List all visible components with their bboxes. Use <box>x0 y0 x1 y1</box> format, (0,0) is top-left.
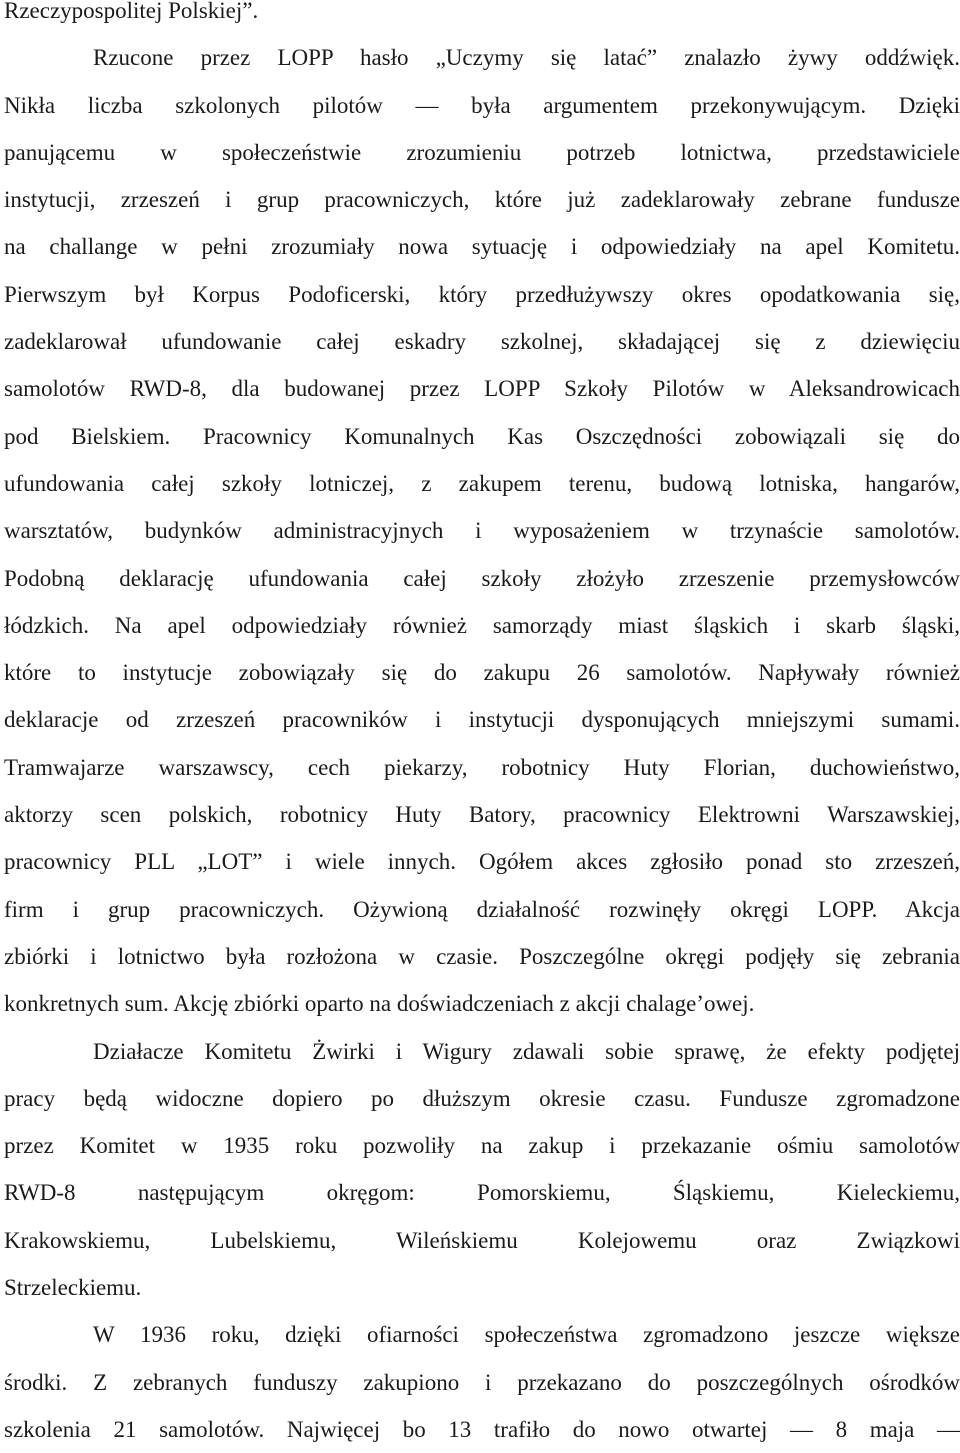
text-line: Rzucone przez LOPP hasło „Uczymy się latać” znalazło żywy oddźwięk. <box>93 45 960 71</box>
text-line: pracownicy PLL „LOT” i wiele innych. Ogółem akces zgłosiło ponad sto zrzeszeń, <box>4 849 960 875</box>
text-line: Rzeczypospolitej Polskiej”. <box>4 0 259 23</box>
text-line: łódzkich. Na apel odpowiedziały również samorządy miast śląskich i skarb śląski, <box>4 612 960 638</box>
paragraph-committee-activists <box>4 1028 960 1312</box>
text-line: szkolenia 21 samolotów. Najwięcej bo 13 trafiło do nowo otwartej — 8 maja — <box>4 1416 960 1442</box>
text-line: konkretnych sum. Akcję zbiórki oparto na doświadczeniach z akcji chalage’owej. <box>4 991 755 1017</box>
text-line: instytucji, zrzeszeń i grup pracowniczych, które już zadeklarowały zebrane fundusze <box>4 187 960 213</box>
paragraph-lopp-slogan <box>4 34 960 1027</box>
text-line: deklaracje od zrzeszeń pracowników i instytucji dysponujących mniejszymi sumami. <box>4 707 960 733</box>
text-line: Pierwszym był Korpus Podoficerski, który przedłużywszy okres opodatkowania się, <box>4 281 960 307</box>
text-line: W 1936 roku, dzięki ofiarności społeczeństwa zgromadzono jeszcze większe <box>93 1322 960 1348</box>
text-line: na challange w pełni zrozumiały nowa sytuację i odpowiedziały na apel Komitetu. <box>4 234 960 260</box>
paragraph-continuation <box>4 0 960 34</box>
text-line: pracy będą widoczne dopiero po dłuższym okresie czasu. Fundusze zgromadzone <box>4 1085 960 1111</box>
text-line: RWD-8 następującym okręgom: Pomorskiemu, Śląskiemu, Kieleckiemu, <box>4 1180 960 1206</box>
paragraph-year-1936 <box>4 1311 960 1453</box>
text-line: Podobną deklarację ufundowania całej szkoły złożyło zrzeszenie przemysłowców <box>4 565 960 591</box>
text-line: aktorzy scen polskich, robotnicy Huty Batory, pracownicy Elektrowni Warszawskiej, <box>4 802 960 828</box>
text-line: Tramwajarze warszawscy, cech piekarzy, robotnicy Huty Florian, duchowieństwo, <box>4 754 960 780</box>
text-line: panującemu w społeczeństwie zrozumieniu potrzeb lotnictwa, przedstawiciele <box>4 139 960 165</box>
text-line: zadeklarował ufundowanie całej eskadry szkolnej, składającej się z dziewięciu <box>4 329 960 355</box>
text-line: Nikła liczba szkolonych pilotów — była argumentem przekonywującym. Dzięki <box>4 92 960 118</box>
text-line: pod Bielskiem. Pracownicy Komunalnych Kas Oszczędności zobowiązali się do <box>4 423 960 449</box>
text-line: firm i grup pracowniczych. Ożywioną działalność rozwinęły okręgi LOPP. Akcja <box>4 896 960 922</box>
text-line: ufundowania całej szkoły lotniczej, z zakupem terenu, budową lotniska, hangarów, <box>4 470 960 496</box>
text-line: Działacze Komitetu Żwirki i Wigury zdawali sobie sprawę, że efekty podjętej <box>93 1038 960 1064</box>
text-line: warsztatów, budynków administracyjnych i wyposażeniem w trzynaście samolotów. <box>4 518 960 544</box>
text-line: Strzeleckiemu. <box>4 1275 142 1301</box>
text-line: które to instytucje zobowiązały się do zakupu 26 samolotów. Napływały również <box>4 660 960 686</box>
text-line: samolotów RWD-8, dla budowanej przez LOPP Szkoły Pilotów w Aleksandrowicach <box>4 376 960 402</box>
text-line: przez Komitet w 1935 roku pozwoliły na zakup i przekazanie ośmiu samolotów <box>4 1133 960 1159</box>
text-line: zbiórki i lotnictwo była rozłożona w czasie. Poszczególne okręgi podjęły się zebrania <box>4 943 960 969</box>
document-page <box>4 0 960 1453</box>
text-line: Krakowskiemu, Lubelskiemu, Wileńskiemu Kolejowemu oraz Związkowi <box>4 1227 960 1253</box>
text-line: środki. Z zebranych funduszy zakupiono i przekazano do poszczególnych ośrodków <box>4 1369 960 1395</box>
